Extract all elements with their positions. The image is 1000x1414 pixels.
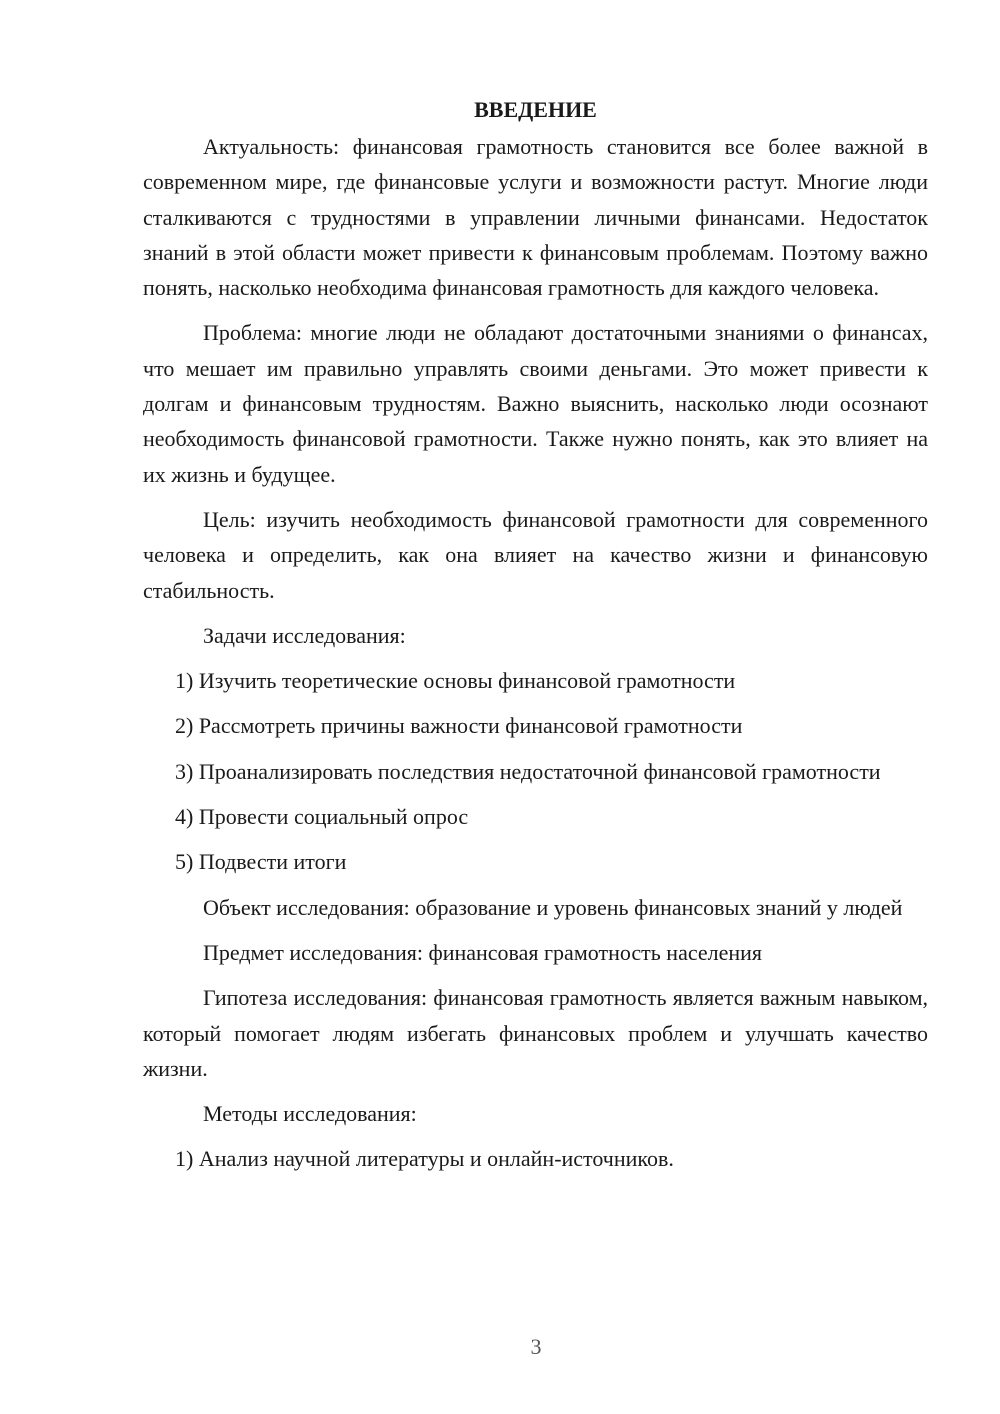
task-item-4: 4) Провести социальный опрос	[175, 804, 469, 830]
method-item-1: 1) Анализ научной литературы и онлайн-источников.	[175, 1146, 674, 1172]
paragraph-hypothesis: Гипотеза исследования: финансовая грамотность является важным навыком, который помогает людям избегать финансовых проблем и улучшать качество жизни.	[143, 985, 928, 1081]
paragraph-goal: Цель: изучить необходимость финансовой грамотности для современного человека и определить, как она влияет на качество жизни и финансовую стабильность.	[143, 506, 928, 603]
page-number: 3	[530, 1334, 542, 1359]
document-page	[143, 92, 928, 1187]
paragraph-relevance: Актуальность: финансовая грамотность становится все более важной в современном мире, где финансовые услуги и возможности растут. Многие люди сталкиваются с трудностями в управлении личными финансами. Недостаток знаний в этой области может привести к финансовым проблемам. Поэтому важно понять, насколько необходима финансовая грамотность для каждого человека.	[143, 134, 928, 301]
tasks-heading: Задачи исследования:	[203, 622, 406, 648]
methods-heading: Методы исследования:	[203, 1101, 417, 1127]
task-item-1: 1) Изучить теоретические основы финансовой грамотности	[175, 668, 736, 694]
section-title: ВВЕДЕНИЕ	[474, 97, 597, 122]
paragraph-subject: Предмет исследования: финансовая грамотность населения	[203, 939, 763, 965]
task-item-2: 2) Рассмотреть причины важности финансовой грамотности	[175, 713, 743, 739]
paragraph-problem: Проблема: многие люди не обладают достаточными знаниями о финансах, что мешает им правильно управлять своими деньгами. Это может привести к долгам и финансовым трудностям. Важно выяснить, насколько люди осознают необходимость финансовой грамотности. Также нужно понять, как это влияет на их жизнь и будущее.	[143, 320, 928, 487]
paragraph-object: Объект исследования: образование и уровень финансовых знаний у людей	[203, 894, 903, 920]
task-item-3: 3) Проанализировать последствия недостаточной финансовой грамотности	[175, 758, 881, 784]
task-item-5: 5) Подвести итоги	[175, 849, 347, 875]
